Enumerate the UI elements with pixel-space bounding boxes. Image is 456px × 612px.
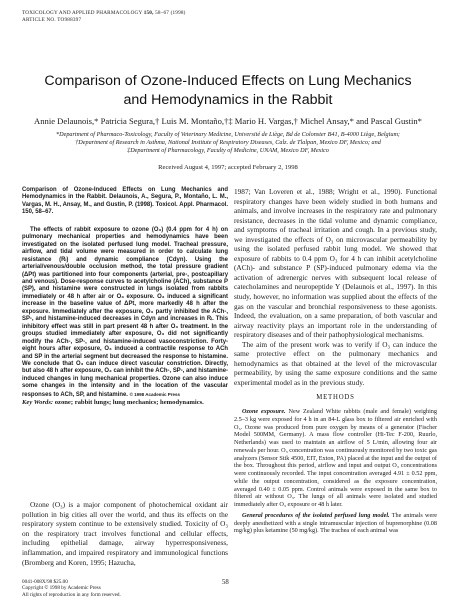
author-list: Annie Delaunois,* Patricia Segura,† Luis M. Montaño,†‡ Mario H. Vargas,† Michel Ansay,* and Pascal Gustin* xyxy=(34,116,422,126)
abstract-citation: Comparison of Ozone-Induced Effects on Lung Mechanics and Hemodynamics in the Rabbit. Delaunois, A., Segura, P., Montaño, L. M., Vargas, M. H., Ansay, M., and Gustin, P. (1998). Toxicol. Appl. Pharmacol. 150, 58–67. xyxy=(22,187,228,216)
abstract-body xyxy=(22,227,228,399)
footer-line-2: Copyright © 1998 by Academic Press xyxy=(22,585,101,592)
affiliation-3: ‡Department of Pharmacology, Faculty of Medicine, UNAM, Mexico DF, Mexico xyxy=(127,147,329,155)
affiliation-1: *Department of Pharmaco-Toxicology, Faculty of Veterinary Medicine, Université de Liège, Bd de Colonster B41, B-4000 Liège, Belgium; xyxy=(56,131,400,138)
copyright-footer xyxy=(22,579,121,598)
keywords-label: Key Words: xyxy=(22,399,54,407)
keywords xyxy=(22,399,228,407)
intro-continuation: 1987; Van Loveren et al., 1988; Wright et al., 1990). Functional respiratory changes have been widely studied in both humans and animals, and involve increases in the respiratory rate and pulmonary resistance, decreases in the tidal volume and dynamic compliance, and symptoms of tracheal irritation and cough. In a previous study, we investigated the effects of O₃ on microvascular permeability by using the isolated perfused rabbit lung model. We showed that exposure of rabbits to 0.4 ppm O₃ for 4 h can inhibit acetylcholine (ACh)- and substance P (SP)-induced pulmonary edema via the activation of adrenergic nerves with subsequent local release of catecholamines and neuropeptide Y (Delaunois et al., 1997). In this study, however, no information was supplied about the effects of the gas on the vascular and bronchial responsiveness to these agonists. Indeed, the evaluation, on a same preparation, of both vascular and airway reactivity plays an important role in the understanding of respiratory diseases and of their pathophysiological mechanisms. xyxy=(234,187,437,340)
footer-line-3: All rights of reproduction in any form reserved. xyxy=(22,591,121,598)
footer-line-1: 0041-008X/98 $25.00 xyxy=(22,579,68,585)
article-title xyxy=(40,72,416,110)
title-line-1: Comparison of Ozone-Induced Effects on Lung Mechanics xyxy=(44,73,412,89)
intro-paragraph: Ozone (O₃) is a major component of photochemical oxidant air pollution in big cities all over the world, and thus its effects on the respiratory system continue to be extensively studied. Toxicity of O₃ on the respiratory tract involves functional and cellular effects, including epithelial damage, airway hyperresponsiveness, inflammation, and impaired respiratory and immunological functions (Bromberg and Koren, 1995; Hazucha, xyxy=(22,500,228,567)
ozone-exposure-paragraph xyxy=(234,408,437,509)
journal-header xyxy=(22,10,186,24)
ozone-exposure-subheading: Ozone exposure. xyxy=(242,408,286,416)
journal-name: TOXICOLOGY AND APPLIED PHARMACOLOGY xyxy=(22,10,143,16)
abstract-text: The effects of rabbit exposure to ozone (O₃) (0.4 ppm for 4 h) on pulmonary mechanical properties and hemodynamics have been investigated on the isolated perfused lung model. Tracheal pressure, airflow, and tidal volume were measured in order to calculate lung resistance (Rₗ) and dynamic compliance (Cdyn). Using the arterial/venous/double occlusion method, the total pressure gradient (ΔPt) was partitioned into four components (arterial, pre-, postcapillary and venous). Dose-response curves to acetylcholine (ACh), substance P (SP), and histamine were constructed in lungs isolated from rabbits immediately or 48 h after air or O₃ exposure. O₃ induced a significant increase in the baseline value of ΔPt, more markedly 48 h after the exposure. Immediately after the exposure, O₃ partly inhibited the ACh-, SP-, and histamine-induced decreases in Cdyn and increases in Rₗ. This inhibitory effect was still in part present 48 h after O₃ treatment. In the groups studied immediately after exposure, O₃ did not significantly modify the ACh-, SP-, and histamine-induced vasoconstriction. Forty-eight hours after exposure, O₃ induced a contractile response to ACh and SP in the arterial segment but decreased the response to histamine. We conclude that O₃ can induce direct vascular constriction. Directly, but also 48 h after exposure, O₃ can inhibit the ACh-, SP-, and histamine-induced changes in lung mechanical properties. Ozone can also induce some changes in the intensity and in the location of the vascular responses to ACh, SP, and histamine. xyxy=(22,226,228,398)
abstract xyxy=(22,187,228,407)
page-number: 58 xyxy=(222,579,229,586)
ozone-exposure-text: New Zealand White rabbits (male and female) weighing 2.5–3 kg were exposed for 4 h in an 84-L glass box to filtered air enriched with O₃. Ozone was produced from pure oxygen by means of a generator (Fischer Model 500MM, Germany). A mass flow controller (Hi-Tec F-200, Ruurlo, Netherlands) was used to maintain an airflow of 5 L/min, allowing four air renewals per hour. O₃ concentration was continuously monitored by two toxic gas analyzers (Sensor Stik 4500, EIT, Exton, PA) placed at the input and the output of the box. Throughout this period, airflow and input and output O₃ concentrations were continuously recorded. The input concentration averaged 4.91 ± 0.52 ppm, while the output concentration, considered as the exposure concentration, averaged 0.40 ± 0.05 ppm. Control animals were exposed in the same box to filtered air without O₃. The lungs of all animals were isolated and studied immediately after O₃ exposure or 48 h later. xyxy=(234,408,437,509)
methods-text xyxy=(234,408,437,535)
aim-paragraph: The aim of the present work was to verify if O₃ can induce the same protective effect on the pulmonary mechanics and hemodynamics as that obtained at the level of the microvascular permeability, by using the same exposure conditions and the same experimental model as in the previous study. xyxy=(234,339,437,387)
title-line-2: and Hemodynamics in the Rabbit xyxy=(123,92,333,108)
journal-header-line1 xyxy=(22,10,186,17)
right-column xyxy=(234,187,437,538)
lung-model-paragraph xyxy=(234,512,437,535)
affiliation-2: †Department of Research in Asthma, National Institute of Respiratory Diseases, Calz. de Tlalpan, Mexico DF, Mexico; and xyxy=(75,139,381,147)
received-dates: Received August 4, 1997; accepted February 2, 1998 xyxy=(158,164,298,171)
article-number: ARTICLE NO. TO988397 xyxy=(22,17,82,23)
lung-model-text: The animals were deeply anesthetized with a single intramuscular injection of buprenorphine (0.08 mg/kg) plus ketamine (50 mg/kg). The trachea of each animal was xyxy=(234,511,437,535)
journal-pages: 58–67 (1998) xyxy=(155,10,186,16)
journal-volume: 150, xyxy=(143,10,154,16)
lung-model-subheading: General procedures of the isolated perfused lung model. xyxy=(242,511,390,519)
introduction-column-1 xyxy=(22,500,228,567)
keywords-text: ozone; rabbit lungs; lung mechanics; hemodynamics. xyxy=(54,399,204,407)
affiliations xyxy=(20,131,436,156)
copyright-notice: © 1998 Academic Press xyxy=(129,391,181,397)
methods-heading: METHODS xyxy=(316,394,355,402)
